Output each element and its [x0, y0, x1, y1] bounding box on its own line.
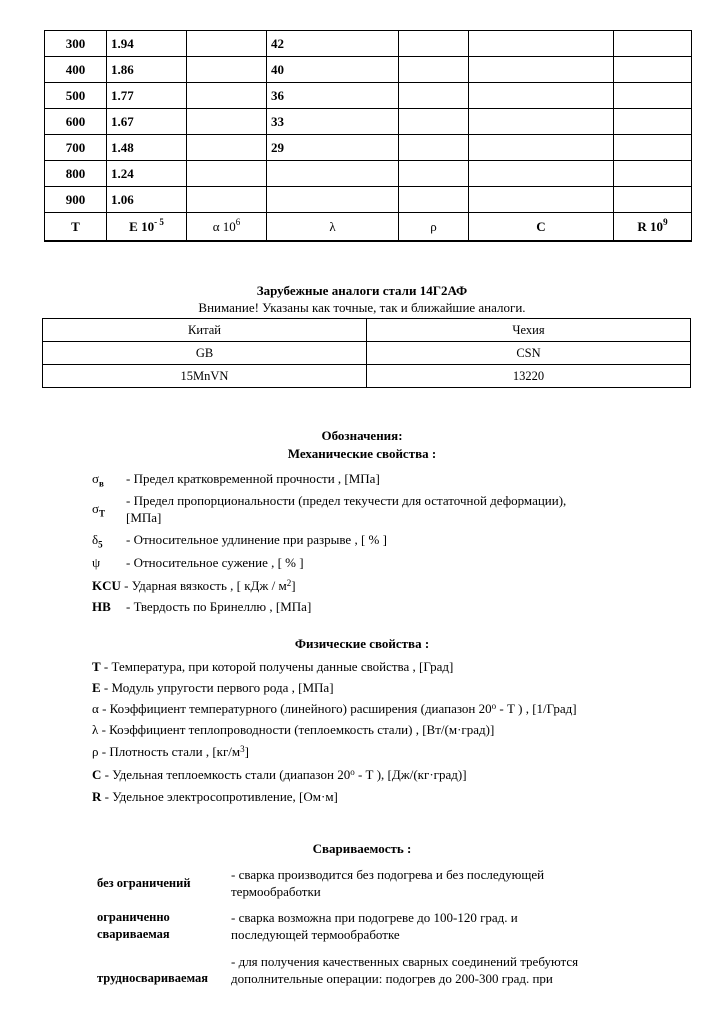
physical-table-cell-lambda: 42 [267, 31, 399, 57]
header-r: R $10^9$ [614, 213, 692, 242]
physical-table-cell-t: 900 [45, 187, 107, 213]
physical-table-cell-alpha [187, 109, 267, 135]
analog-grade-cell: 13220 [367, 365, 691, 388]
analogs-table [42, 318, 691, 388]
physical-table-cell-e: 1.94 [107, 31, 187, 57]
physical-table-row [45, 135, 692, 161]
physical-table-cell-c [469, 83, 614, 109]
physical-table-cell-c [469, 135, 614, 161]
physical-table-cell-lambda: 29 [267, 135, 399, 161]
def-delta5: $\delta_5$ - Относительное удлинение при разрыве , [ % ] [92, 532, 387, 550]
physical-table-row [45, 31, 692, 57]
physical-table-row [45, 109, 692, 135]
def-c: C - Удельная теплоемкость стали (диапазон 20$^o$ - Т ), [Дж/(кг·град)] [92, 767, 467, 782]
physical-table-cell-rho [399, 57, 469, 83]
physical-table-cell-rho [399, 161, 469, 187]
physical-table-cell-t: 600 [45, 109, 107, 135]
def-alpha: α - Коэффициент температурного (линейного) расширения (диапазон 20$^o$ - Т ) , [1/Град] [92, 701, 577, 716]
physical-table-cell-rho [399, 83, 469, 109]
physical-table-cell-lambda [267, 161, 399, 187]
physical-table-cell-e: 1.67 [107, 109, 187, 135]
analogs-title: Зарубежные аналоги стали 14Г2АФ [256, 283, 468, 298]
weld-desc-unrestricted: - сварка производится без подогрева и без последующей термообработки [231, 867, 545, 899]
weld-desc-difficult: - для получения качественных сварных соединений требуются дополнительные операции: подогрев до 200-300 град. при [231, 954, 579, 986]
def-psi: ψ - Относительное сужение , [ % ] [92, 555, 304, 570]
physical-table-cell-t: 800 [45, 161, 107, 187]
physical-table-cell-alpha [187, 161, 267, 187]
physical-table-cell-rho [399, 135, 469, 161]
phys-props-title: Физические свойства : [294, 636, 430, 651]
physical-table-cell-c [469, 161, 614, 187]
physical-table-row [45, 187, 692, 213]
physical-table-cell-t: 300 [45, 31, 107, 57]
physical-table-cell-alpha [187, 187, 267, 213]
header-e: E $10^{- 5}$ [107, 213, 187, 242]
header-c: C [469, 213, 614, 242]
physical-table-cell-r [614, 187, 692, 213]
physical-table-cell-e: 1.24 [107, 161, 187, 187]
analogs-grade-row [43, 365, 691, 388]
physical-table-cell-e: 1.48 [107, 135, 187, 161]
def-hb: HB - Твердость по Бринеллю , [МПа] [92, 599, 312, 614]
legend-title: Обозначения: [321, 428, 403, 443]
physical-properties-table [44, 30, 692, 242]
physical-table-cell-t: 500 [45, 83, 107, 109]
physical-table-cell-r [614, 57, 692, 83]
physical-table-cell-c [469, 109, 614, 135]
header-t: T [45, 213, 107, 242]
weld-term-difficult: трудносвариваемая [97, 971, 209, 985]
analog-standard-cell: GB [43, 342, 367, 365]
analog-standard-cell: CSN [367, 342, 691, 365]
physical-table-cell-t: 700 [45, 135, 107, 161]
def-e: E - Модуль упругости первого рода , [МПа] [92, 680, 334, 695]
physical-table-cell-r [614, 83, 692, 109]
physical-table-cell-rho [399, 187, 469, 213]
header-rho: ρ [399, 213, 469, 242]
physical-table-cell-lambda: 40 [267, 57, 399, 83]
weld-term-unrestricted: без ограничений [97, 876, 191, 890]
physical-table-row [45, 83, 692, 109]
physical-table-cell-e: 1.06 [107, 187, 187, 213]
physical-table-cell-alpha [187, 31, 267, 57]
def-kcu: KCU - Ударная вязкость , [ кДж / $м^2$] [92, 578, 296, 593]
physical-table-cell-t: 400 [45, 57, 107, 83]
physical-table-cell-r [614, 109, 692, 135]
physical-table-cell-alpha [187, 57, 267, 83]
physical-table-cell-e: 1.86 [107, 57, 187, 83]
physical-table-cell-lambda: 36 [267, 83, 399, 109]
physical-table-cell-rho [399, 31, 469, 57]
weldability-title: Свариваемость : [312, 841, 412, 856]
analog-grade-cell: 15MnVN [43, 365, 367, 388]
physical-table-cell-c [469, 31, 614, 57]
analog-country-cell: Китай [43, 319, 367, 342]
def-r: R - Удельное электросопротивление, [Ом·м] [92, 789, 338, 804]
physical-table-cell-c [469, 57, 614, 83]
physical-table-cell-rho [399, 109, 469, 135]
weld-desc-limited: - сварка возможна при подогреве до 100-120 град. и последующей термообработке [231, 910, 518, 942]
physical-table-cell-c [469, 187, 614, 213]
def-t: T - Температура, при которой получены данные свойства , [Град] [92, 659, 454, 674]
physical-table-cell-r [614, 135, 692, 161]
physical-table-cell-lambda: 33 [267, 109, 399, 135]
physical-table-cell-lambda [267, 187, 399, 213]
analogs-note: Внимание! Указаны как точные, так и ближайшие аналоги. [198, 300, 526, 315]
analogs-country-row [43, 319, 691, 342]
header-alpha: α $10^6$ [187, 213, 267, 242]
physical-table-row [45, 57, 692, 83]
analogs-standard-row [43, 342, 691, 365]
physical-table-cell-alpha [187, 83, 267, 109]
physical-table-cell-alpha [187, 135, 267, 161]
physical-table-header-row [45, 213, 692, 242]
def-sigma-b: $\sigma_в$ - Предел кратковременной прочности , [МПа] [92, 471, 380, 489]
analog-country-cell: Чехия [367, 319, 691, 342]
physical-table-cell-r [614, 31, 692, 57]
def-rho: ρ - Плотность стали , $[кг/м^3]$ [92, 744, 249, 759]
weld-term-limited: ограниченно свариваемая [97, 910, 170, 941]
physical-table-cell-e: 1.77 [107, 83, 187, 109]
physical-table-row [45, 161, 692, 187]
header-lambda: λ [267, 213, 399, 242]
def-sigma-t: $\sigma_T-$ Предел пропорциональности (предел текучести для остаточной деформации), [МПа] [92, 493, 567, 525]
def-lambda: λ - Коэффициент теплопроводности (теплоемкость стали) , [Вт/(м·град)] [92, 722, 495, 737]
physical-table-cell-r [614, 161, 692, 187]
mech-props-title: Механические свойства : [287, 446, 437, 461]
